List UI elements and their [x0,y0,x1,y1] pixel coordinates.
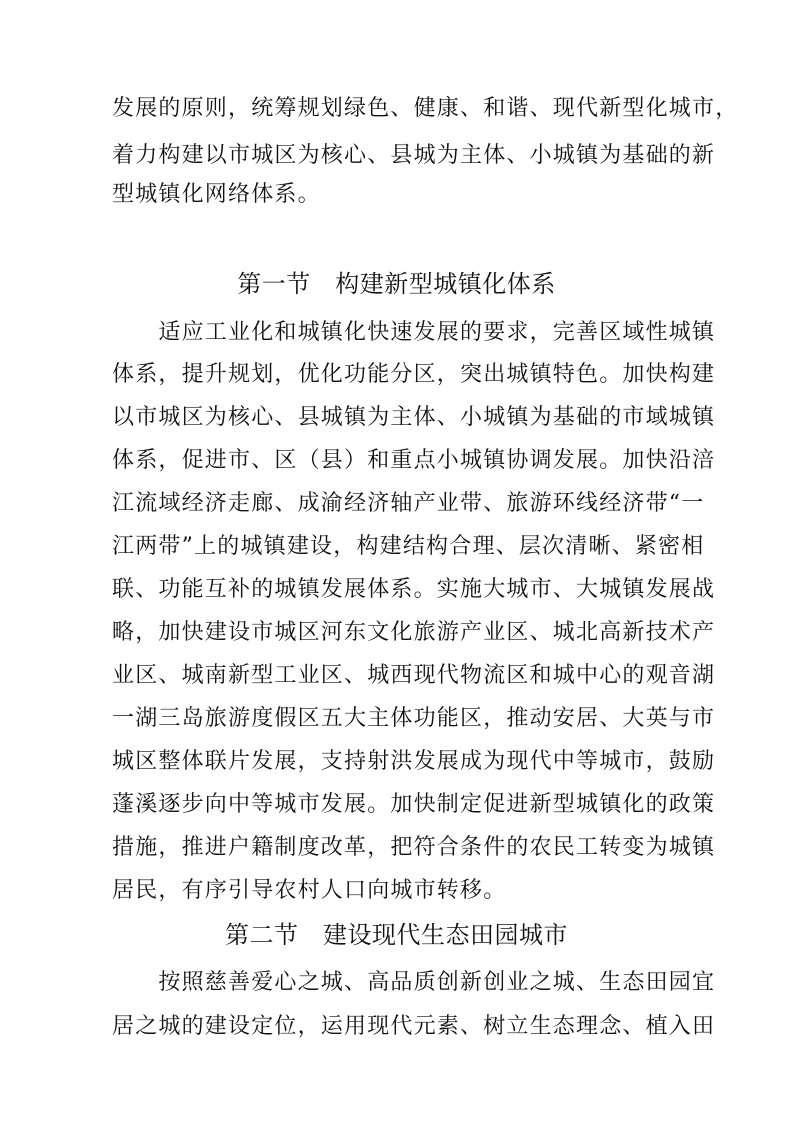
body-line: 联、功能互补的城镇发展体系。实施大城市、大城镇发展战 [112,577,716,602]
body-line: 江流域经济走廊、成渝经济轴产业带、旅游环线经济带“一 [112,491,705,516]
body-line: 适应工业化和城镇化快速发展的要求，完善区域性城镇 [112,320,716,345]
section-heading: 第二节 建设现代生态田园城市 [225,921,568,949]
intro-line: 着力构建以市城区为核心、县城为主体、小城镇为基础的新 [112,143,716,168]
body-line: 江两带”上的城镇建设，构建结构合理、层次清晰、紧密相 [112,534,705,559]
intro-line: 型城镇化网络体系。 [112,182,321,207]
body-line: 城区整体联片发展，支持射洪发展成为现代中等城市，鼓励 [112,749,716,774]
body-line: 蓬溪逐步向中等城市发展。加快制定促进新型城镇化的政策 [112,792,716,817]
section-heading: 第一节 构建新型城镇化体系 [237,270,556,298]
body-line: 措施，推进户籍制度改革，把符合条件的农民工转变为城镇 [112,835,716,860]
body-line: 体系，提升规划，优化功能分区，突出城镇特色。加快构建 [112,362,716,387]
intro-line: 发展的原则，统筹规划绿色、健康、和谐、现代新型化城市， [112,96,739,121]
body-line: 按照慈善爱心之城、高品质创新创业之城、生态田园宜 [112,970,716,995]
body-line: 体系，促进市、区（县）和重点小城镇协调发展。加快沿涪 [112,448,716,473]
body-line: 以市城区为核心、县城镇为主体、小城镇为基础的市域城镇 [112,405,716,430]
body-line: 略，加快建设市城区河东文化旅游产业区、城北高新技术产 [112,620,716,645]
body-line: 一湖三岛旅游度假区五大主体功能区，推动安居、大英与市 [112,706,716,731]
body-line: 业区、城南新型工业区、城西现代物流区和城中心的观音湖 [112,663,716,688]
body-line: 居民，有序引导农村人口向城市转移。 [112,878,507,903]
body-line: 居之城的建设定位，运用现代元素、树立生态理念、植入田 [112,1014,716,1039]
